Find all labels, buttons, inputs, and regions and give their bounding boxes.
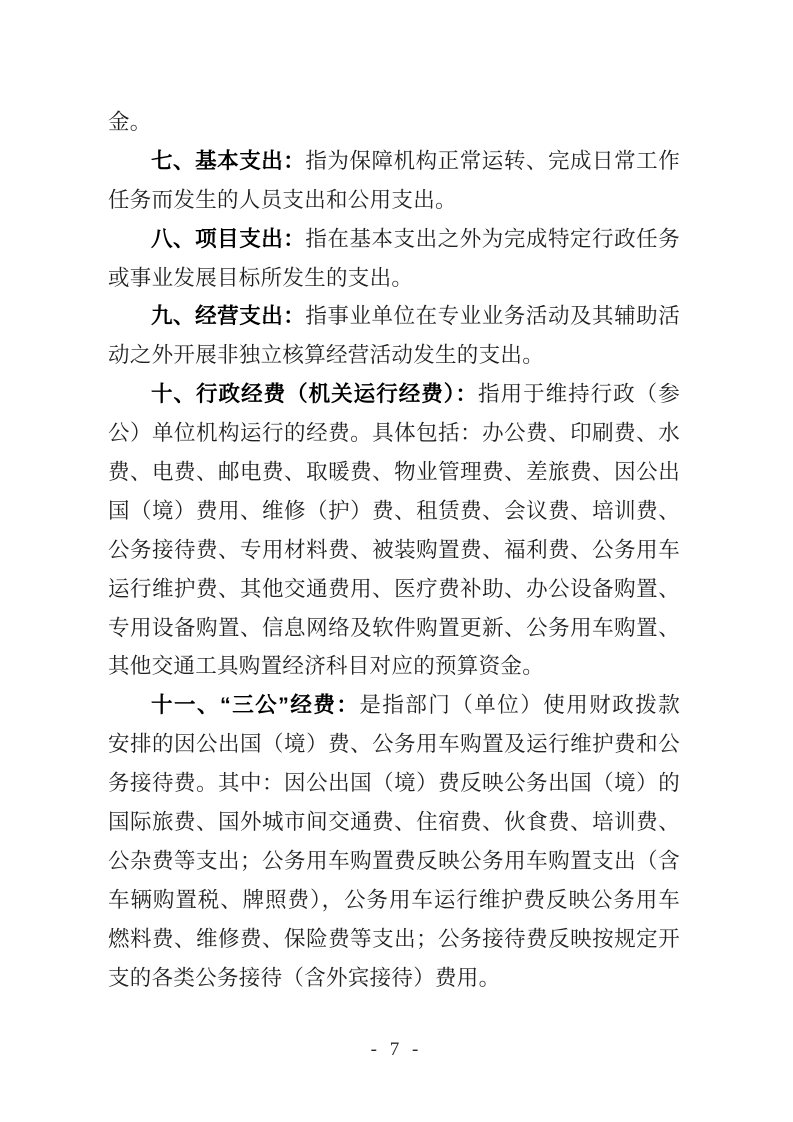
text-segment: 其他交通工具购置经济科目对应的预算资金。 [108, 654, 545, 679]
text-block [108, 103, 680, 997]
paragraph [108, 103, 680, 142]
text-line [108, 609, 680, 648]
text-segment: 支的各类公务接待（含外宾接待）费用。 [108, 965, 501, 990]
text-line [108, 725, 680, 764]
text-line [108, 453, 680, 492]
paragraph [108, 297, 680, 375]
text-segment: 指用于维持行政（参 [478, 382, 680, 407]
text-segment: 公）单位机构运行的经费。具体包括：办公费、印刷费、水 [108, 421, 680, 446]
text-segment: 安排的因公出国（境）费、公务用车购置及运行维护费和公 [108, 732, 680, 757]
text-line [108, 842, 680, 881]
text-line [108, 492, 680, 531]
text-line [108, 142, 680, 181]
text-segment: 指为保障机构正常运转、完成日常工作 [305, 148, 680, 173]
text-line [108, 686, 680, 725]
text-segment: 国（境）费用、维修（护）费、租赁费、会议费、培训费、 [108, 498, 680, 523]
text-segment: 或事业发展目标所发生的支出。 [108, 265, 414, 290]
text-segment: 指事业单位在专业业务活动及其辅助活 [305, 304, 680, 329]
text-line [108, 920, 680, 959]
text-line [108, 103, 680, 142]
text-line [108, 647, 680, 686]
text-segment: 动之外开展非独立核算经营活动发生的支出。 [108, 343, 545, 368]
bold-term: 七、基本支出： [151, 148, 306, 173]
text-line [108, 531, 680, 570]
text-segment: 是指部门（单位）使用财政拨款 [359, 693, 680, 718]
page-number: - 7 - [370, 1039, 423, 1060]
text-segment: 任务而发生的人员支出和公用支出。 [108, 187, 457, 212]
text-line [108, 803, 680, 842]
paragraph [108, 142, 680, 220]
text-line [108, 181, 680, 220]
bold-term: 九、经营支出： [151, 304, 306, 329]
text-line [108, 764, 680, 803]
bold-term: 十一、“三公”经费： [151, 693, 360, 718]
text-line [108, 259, 680, 298]
paragraph [108, 686, 680, 997]
text-segment: 专用设备购置、信息网络及软件购置更新、公务用车购置、 [108, 615, 680, 640]
paragraph [108, 220, 680, 298]
text-segment: 运行维护费、其他交通费用、医疗费补助、办公设备购置、 [108, 576, 680, 601]
text-line [108, 220, 680, 259]
paragraph [108, 375, 680, 686]
text-segment: 务接待费。其中：因公出国（境）费反映公务出国（境）的 [108, 771, 680, 796]
text-segment: 公务接待费、专用材料费、被装购置费、福利费、公务用车 [108, 537, 680, 562]
text-segment: 费、电费、邮电费、取暖费、物业管理费、差旅费、因公出 [108, 460, 680, 485]
bold-term: 十、行政经费（机关运行经费）： [151, 382, 479, 407]
text-segment: 公杂费等支出；公务用车购置费反映公务用车购置支出（含 [108, 848, 680, 873]
text-line [108, 881, 680, 920]
text-line [108, 959, 680, 998]
text-segment: 金。 [108, 110, 152, 134]
text-line [108, 570, 680, 609]
text-line [108, 336, 680, 375]
text-line [108, 375, 680, 414]
text-segment: 车辆购置税、牌照费），公务用车运行维护费反映公务用车 [108, 887, 680, 912]
bold-term: 八、项目支出： [151, 226, 306, 251]
text-segment: 指在基本支出之外为完成特定行政任务 [305, 226, 680, 251]
text-segment: 燃料费、维修费、保险费等支出；公务接待费反映按规定开 [108, 926, 680, 951]
text-line [108, 414, 680, 453]
text-line [108, 297, 680, 336]
text-segment: 国际旅费、国外城市间交通费、住宿费、伙食费、培训费、 [108, 810, 680, 835]
